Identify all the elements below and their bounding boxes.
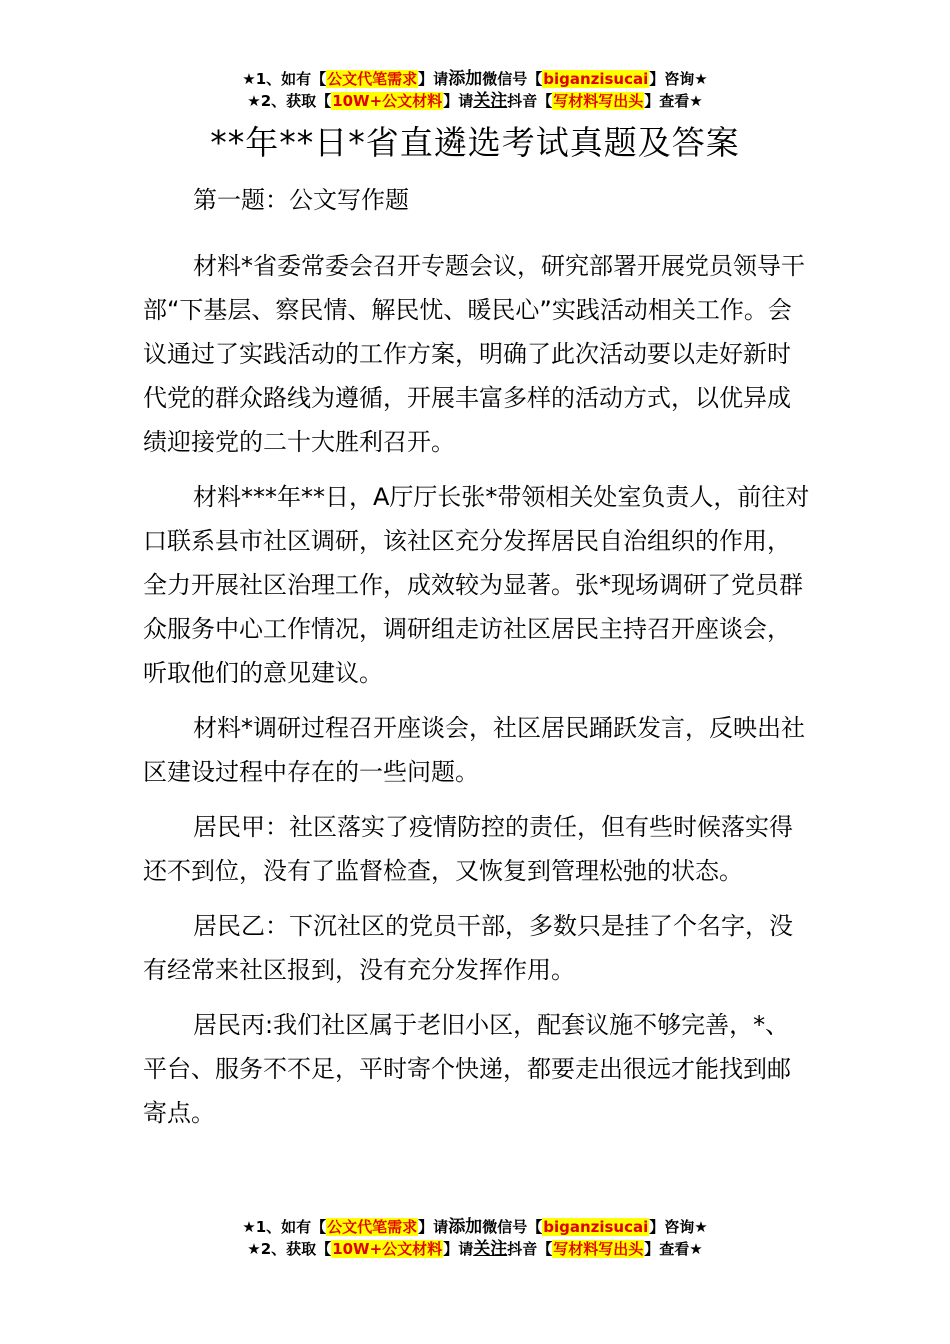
paragraph-resident-b: 居民乙：下沉社区的党员干部，多数只是挂了个名字，没有经常来社区报到，没有充分发挥作用。 — [143, 912, 793, 984]
douyin-account: 写材料写出头 — [553, 1240, 644, 1258]
star-icon: ★ — [242, 70, 256, 88]
promo-line-2: ★2、获取【10W+公文材料】请关注抖音【写材料写出头】查看★ — [247, 1239, 703, 1259]
star-icon: ★ — [242, 1218, 256, 1236]
star-icon: ★ — [247, 1240, 261, 1258]
wechat-id: biganzisucai — [543, 70, 649, 88]
wechat-id: biganzisucai — [543, 1218, 649, 1236]
promo-line-1: ★1、如有【公文代笔需求】请添加微信号【biganzisucai】咨询★ — [242, 69, 708, 89]
highlight-materials: 10W+公文材料 — [332, 92, 443, 110]
star-icon: ★ — [247, 92, 261, 110]
paragraph-material-1: 材料*省委常委会召开专题会议，研究部署开展党员领导干部“下基层、察民情、解民忧、暖民心”实践活动相关工作。会议通过了实践活动的工作方案，明确了此次活动要以走好新时代党的群众路线为遵循，开展丰富多样的活动方式，以优异成绩迎接党的二十大胜利召开。 — [143, 252, 805, 456]
paragraph-material-2: 材料***年**日，A厅厅长张*带领相关处室负责人，前往对口联系县市社区调研，该社区充分发挥居民自治组织的作用，全力开展社区治理工作，成效较为显著。张*现场调研了党员群众服务中心工作情况，调研组走访社区居民主持召开座谈会，听取他们的意见建议。 — [143, 483, 810, 687]
promo-line-1: ★1、如有【公文代笔需求】请添加微信号【biganzisucai】咨询★ — [242, 1217, 708, 1237]
douyin-account: 写材料写出头 — [553, 92, 644, 110]
bottom-promo-banner — [0, 1216, 950, 1260]
star-icon: ★ — [689, 1240, 703, 1258]
star-icon: ★ — [689, 92, 703, 110]
paragraph-material-3: 材料*调研过程召开座谈会，社区居民踊跃发言，反映出社区建设过程中存在的一些问题。 — [143, 714, 805, 786]
star-icon: ★ — [694, 1218, 708, 1236]
star-icon: ★ — [694, 70, 708, 88]
document-body — [143, 178, 811, 1146]
document-title: **年**日*省直遴选考试真题及答案 — [210, 123, 740, 162]
paragraph-resident-c: 居民丙:我们社区属于老旧小区，配套议施不够完善，*、平台、服务不不足，平时寄个快递，都要走出很远才能找到邮寄点。 — [143, 1011, 791, 1127]
top-promo-banner — [0, 68, 950, 112]
highlight-materials: 10W+公文材料 — [332, 1240, 443, 1258]
paragraph-resident-a: 居民甲：社区落实了疫情防控的责任，但有些时候落实得还不到位，没有了监督检查，又恢复到管理松弛的状态。 — [143, 813, 793, 885]
highlight-service: 公文代笔需求 — [327, 1218, 418, 1236]
section-heading: 第一题：公文写作题 — [193, 186, 409, 214]
promo-line-2: ★2、获取【10W+公文材料】请关注抖音【写材料写出头】查看★ — [247, 91, 703, 111]
highlight-service: 公文代笔需求 — [327, 70, 418, 88]
